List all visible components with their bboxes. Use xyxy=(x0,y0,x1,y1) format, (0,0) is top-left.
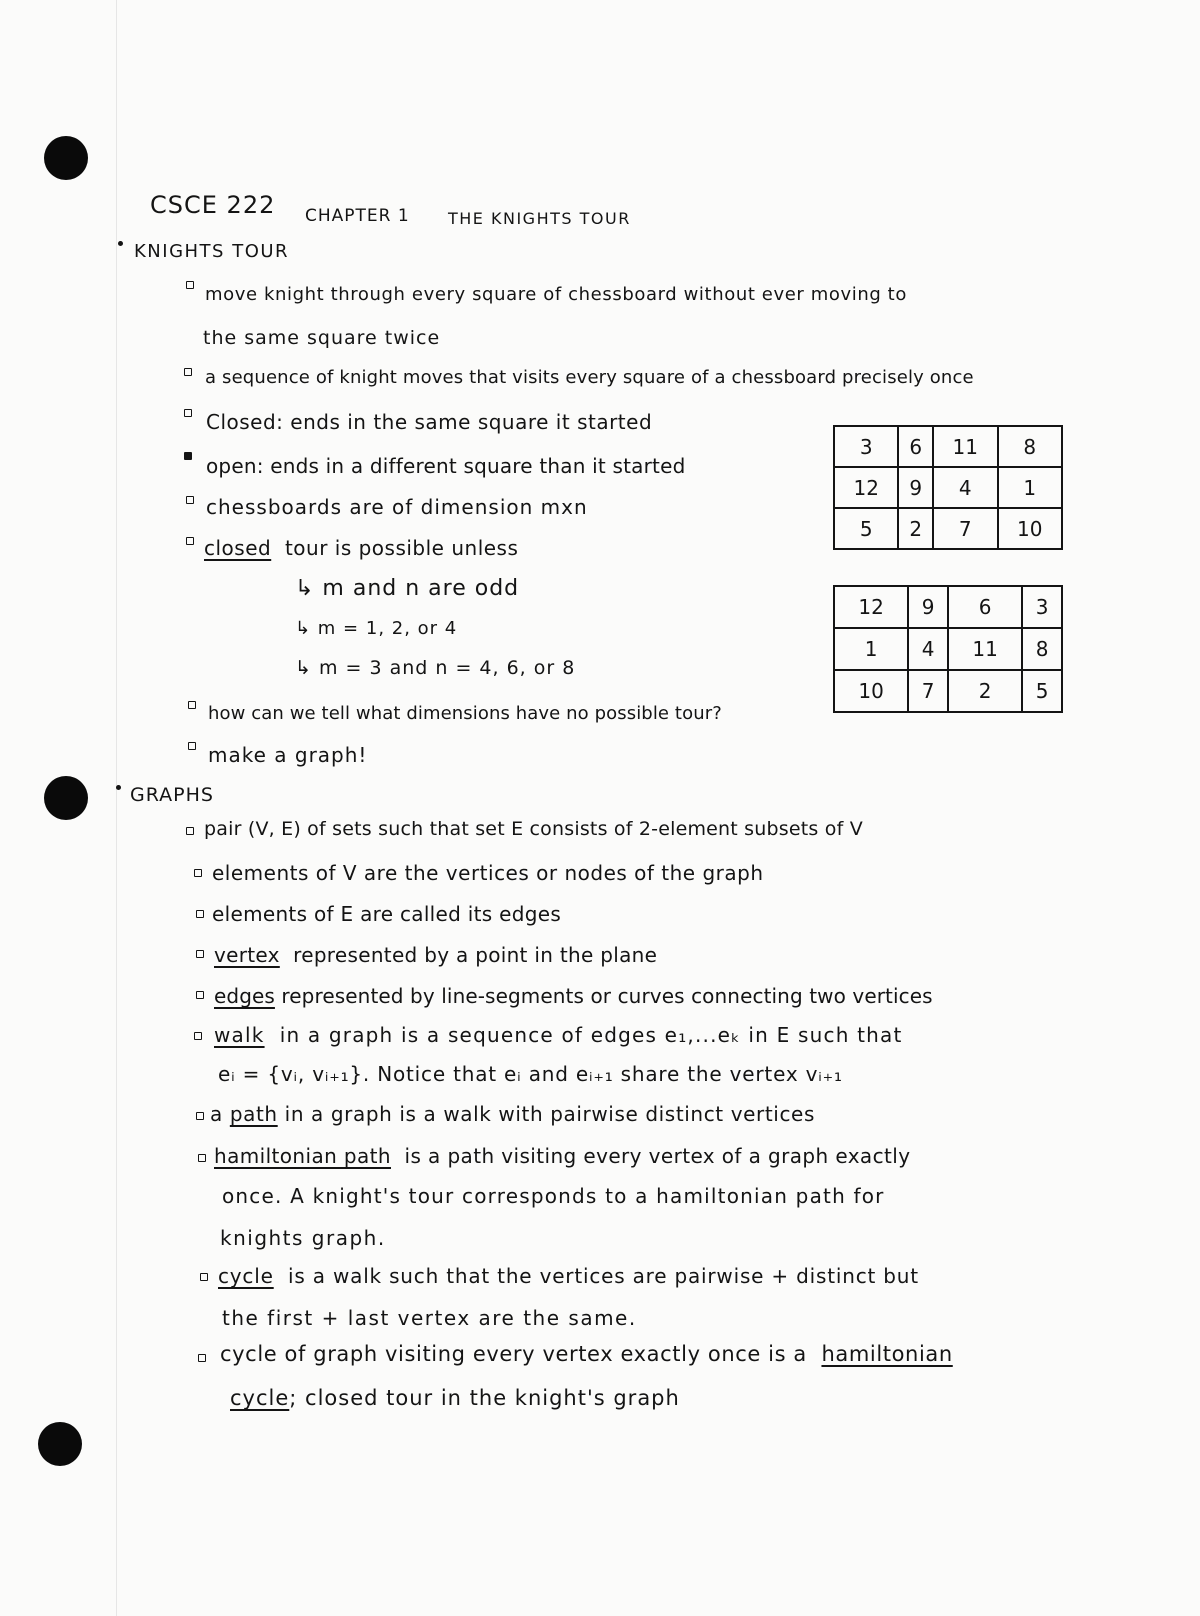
list-bullet xyxy=(200,1273,208,1281)
note-text: ; closed tour in the knight's graph xyxy=(289,1386,680,1410)
note-text: is a path visiting every vertex of a graph exactly xyxy=(404,1144,911,1168)
board-cell: 3 xyxy=(834,426,898,467)
note-line: knights graph. xyxy=(220,1226,386,1250)
board-row xyxy=(834,467,1062,508)
list-bullet xyxy=(184,452,192,460)
list-bullet xyxy=(188,742,196,750)
binder-hole-middle xyxy=(44,776,88,820)
board-cell: 2 xyxy=(898,508,933,549)
note-text: tour is possible unless xyxy=(284,536,519,560)
binder-hole-top xyxy=(44,136,88,180)
note-line: the same square twice xyxy=(203,327,441,349)
knights-tour-board-open xyxy=(833,585,1063,713)
note-line xyxy=(214,1025,903,1045)
list-bullet xyxy=(194,1032,202,1040)
note-line: elements of V are the vertices or nodes of the graph xyxy=(212,861,764,885)
board-cell: 1 xyxy=(834,628,908,670)
note-line: pair (V, E) of sets such that set E consists of 2-element subsets of V xyxy=(204,818,863,840)
note-line xyxy=(210,1104,815,1124)
term-walk: walk xyxy=(214,1023,265,1047)
note-text: in a graph is a sequence of edges e₁,...eₖ in E such that xyxy=(279,1023,903,1047)
note-line xyxy=(204,538,518,558)
term-vertex: vertex xyxy=(214,943,280,967)
note-line xyxy=(214,986,933,1006)
board-cell: 11 xyxy=(948,628,1022,670)
board-cell: 7 xyxy=(908,670,948,712)
list-bullet xyxy=(186,537,194,545)
chapter-label: CHAPTER 1 xyxy=(305,206,410,226)
term-hamiltonian: hamiltonian xyxy=(821,1342,953,1366)
note-text: represented by line-segments or curves connecting two vertices xyxy=(281,984,933,1008)
note-line: once. A knight's tour corresponds to a hamiltonian path for xyxy=(222,1184,885,1208)
term-path: path xyxy=(229,1102,278,1126)
board-row xyxy=(834,670,1062,712)
knights-tour-board-closed xyxy=(833,425,1063,550)
note-text: cycle of graph visiting every vertex exactly once is a xyxy=(220,1342,807,1366)
term-edges: edges xyxy=(214,984,275,1008)
board-cell: 10 xyxy=(834,670,908,712)
term-cycle: cycle xyxy=(218,1264,274,1288)
note-text: represented by a point in the plane xyxy=(293,943,658,967)
note-line: a sequence of knight moves that visits every square of a chessboard precisely once xyxy=(205,367,974,388)
list-bullet xyxy=(184,409,192,417)
board-cell: 2 xyxy=(948,670,1022,712)
section-bullet xyxy=(118,241,123,246)
note-line xyxy=(214,945,657,965)
note-line: eᵢ = {vᵢ, vᵢ₊₁}. Notice that eᵢ and eᵢ₊₁ share the vertex vᵢ₊₁ xyxy=(218,1062,843,1086)
list-bullet xyxy=(194,869,202,877)
condition-line: ↳ m = 3 and n = 4, 6, or 8 xyxy=(295,657,576,679)
board-row xyxy=(834,628,1062,670)
note-line xyxy=(214,1146,910,1166)
list-bullet xyxy=(198,1154,206,1162)
course-code: CSCE 222 xyxy=(150,191,276,219)
list-bullet xyxy=(198,1354,206,1362)
list-bullet xyxy=(186,281,194,289)
board-cell: 10 xyxy=(998,508,1063,549)
note-line: elements of E are called its edges xyxy=(212,902,562,926)
board-cell: 5 xyxy=(834,508,898,549)
note-text: a xyxy=(210,1102,223,1126)
board-cell: 11 xyxy=(933,426,997,467)
binder-hole-bottom xyxy=(38,1422,82,1466)
note-line: the first + last vertex are the same. xyxy=(222,1306,637,1330)
board-cell: 7 xyxy=(933,508,997,549)
note-line: chessboards are of dimension mxn xyxy=(206,495,588,519)
note-line: how can we tell what dimensions have no possible tour? xyxy=(208,703,722,724)
board-cell: 9 xyxy=(908,586,948,628)
note-line xyxy=(218,1266,919,1286)
note-line xyxy=(230,1388,680,1409)
list-bullet xyxy=(196,910,204,918)
list-bullet xyxy=(186,827,194,835)
list-bullet xyxy=(196,950,204,958)
term-closed: closed xyxy=(204,536,272,560)
board-row xyxy=(834,508,1062,549)
margin-line xyxy=(116,0,117,1616)
list-bullet xyxy=(196,1112,204,1120)
list-bullet xyxy=(184,368,192,376)
note-line xyxy=(220,1344,953,1365)
board-cell: 9 xyxy=(898,467,933,508)
section-heading-knights-tour: KNIGHTS TOUR xyxy=(134,241,290,262)
board-cell: 8 xyxy=(1022,628,1062,670)
condition-line: ↳ m = 1, 2, or 4 xyxy=(295,618,458,639)
note-text: is a walk such that the vertices are pairwise + distinct but xyxy=(288,1264,919,1288)
list-bullet xyxy=(186,496,194,504)
board-cell: 12 xyxy=(834,586,908,628)
note-line: Closed: ends in the same square it started xyxy=(206,410,653,434)
section-heading-graphs: GRAPHS xyxy=(130,784,214,806)
page-title: THE KNIGHTS TOUR xyxy=(448,209,631,228)
board-cell: 5 xyxy=(1022,670,1062,712)
section-bullet xyxy=(116,785,121,790)
board-row xyxy=(834,586,1062,628)
note-text: in a graph is a walk with pairwise distinct vertices xyxy=(284,1102,815,1126)
board-cell: 3 xyxy=(1022,586,1062,628)
board-cell: 1 xyxy=(998,467,1063,508)
list-bullet xyxy=(196,991,204,999)
term-cycle: cycle xyxy=(230,1386,290,1410)
note-line: open: ends in a different square than it started xyxy=(206,454,686,478)
board-cell: 6 xyxy=(948,586,1022,628)
list-bullet xyxy=(188,701,196,709)
board-cell: 12 xyxy=(834,467,898,508)
board-cell: 8 xyxy=(998,426,1063,467)
term-hamiltonian-path: hamiltonian path xyxy=(214,1144,391,1168)
board-row xyxy=(834,426,1062,467)
board-cell: 6 xyxy=(898,426,933,467)
note-line: make a graph! xyxy=(208,743,368,767)
board-cell: 4 xyxy=(933,467,997,508)
board-cell: 4 xyxy=(908,628,948,670)
condition-line: ↳ m and n are odd xyxy=(295,576,520,601)
note-line: move knight through every square of chessboard without ever moving to xyxy=(205,284,907,305)
